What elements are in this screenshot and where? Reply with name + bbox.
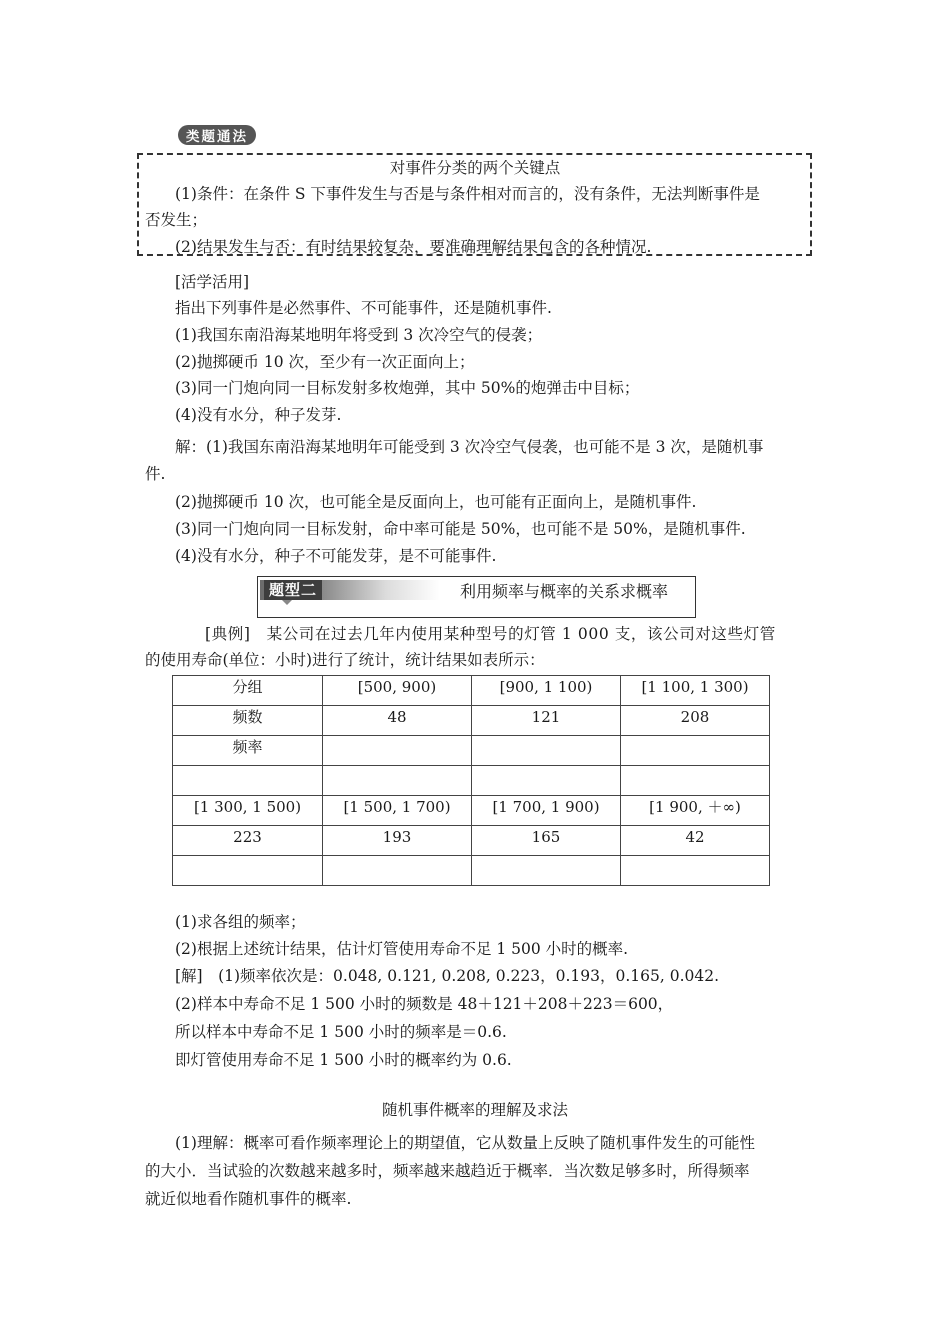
question-item: (1)求各组的频率；	[175, 913, 306, 931]
practice-solution-item: (2)抛掷硬币 10 次，也可能全是反面向上，也可能有正面向上，是随机事件.	[175, 493, 697, 511]
practice-solution-cont: 件.	[145, 465, 166, 483]
table-row	[173, 796, 770, 826]
practice-item: (1)我国东南沿海某地明年将受到 3 次冷空气的侵袭；	[175, 326, 543, 344]
table-row	[173, 736, 770, 766]
solution-line: 即灯管使用寿命不足 1 500 小时的概率约为 0.6.	[175, 1051, 512, 1069]
table-cell: [1 900, ＋∞)	[621, 796, 770, 826]
table-cell: 193	[323, 826, 472, 856]
table-cell: 42	[621, 826, 770, 856]
summary-title: 随机事件概率的理解及求法	[381, 1101, 568, 1119]
lifetime-table	[172, 675, 770, 886]
table-row	[173, 766, 770, 796]
keypoint-1-cont: 否发生；	[145, 211, 208, 229]
table-cell: 频率	[173, 736, 323, 766]
table-cell: 208	[621, 706, 770, 736]
question-type-title: 利用频率与概率的关系求概率	[460, 582, 669, 601]
table-row	[173, 706, 770, 736]
practice-item: (4)没有水分，种子发芽.	[175, 406, 342, 424]
table-cell	[323, 856, 472, 886]
table-cell: [1 500, 1 700)	[323, 796, 472, 826]
keypoint-1: (1)条件：在条件 S 下事件发生与否是与条件相对而言的，没有条件，无法判断事件是	[175, 185, 760, 203]
keypoint-2: (2)结果发生与否：有时结果较复杂，要准确理解结果包含的各种情况.	[175, 238, 652, 256]
table-row	[173, 856, 770, 886]
solution-line: (2)样本中寿命不足 1 500 小时的频数是 48＋121＋208＋223＝600，	[175, 995, 674, 1013]
table-cell: 频数	[173, 706, 323, 736]
practice-item: (3)同一门炮向同一目标发射多枚炮弹，其中 50%的炮弹击中目标；	[175, 379, 640, 397]
table-cell: [1 300, 1 500)	[173, 796, 323, 826]
practice-solution-item: (3)同一门炮向同一目标发射，命中率可能是 50%，也可能不是 50%，是随机事件.	[175, 520, 746, 538]
solution-line: 所以样本中寿命不足 1 500 小时的频率是＝0.6.	[175, 1023, 507, 1041]
summary-text: 的大小．当试验的次数越来越多时，频率越来越趋近于概率．当次数足够多时，所得频率	[145, 1162, 750, 1180]
table-cell	[621, 736, 770, 766]
question-type-label: 题型二	[264, 580, 322, 600]
summary-text: (1)理解：概率可看作频率理论上的期望值，它从数量上反映了随机事件发生的可能性	[175, 1134, 755, 1152]
table-cell	[173, 766, 323, 796]
table-cell	[472, 766, 621, 796]
table-cell	[323, 736, 472, 766]
table-cell	[472, 736, 621, 766]
table-cell: 121	[472, 706, 621, 736]
table-cell: 223	[173, 826, 323, 856]
table-cell: [500, 900)	[323, 676, 472, 706]
table-row	[173, 676, 770, 706]
table-row	[173, 826, 770, 856]
practice-intro: 指出下列事件是必然事件、不可能事件，还是随机事件.	[175, 299, 552, 317]
table-cell	[173, 856, 323, 886]
table-cell: [1 700, 1 900)	[472, 796, 621, 826]
table-cell: 48	[323, 706, 472, 736]
solution-line: [解] (1)频率依次是：0.048, 0.121, 0.208, 0.223，0.193，0.165, 0.042.	[175, 967, 720, 985]
practice-heading: [活学活用]	[175, 273, 250, 291]
table-cell: [900, 1 100)	[472, 676, 621, 706]
table-cell	[472, 856, 621, 886]
example-text-cont: 的使用寿命(单位：小时)进行了统计，统计结果如表所示：	[145, 651, 545, 669]
question-item: (2)根据上述统计结果，估计灯管使用寿命不足 1 500 小时的概率.	[175, 940, 629, 958]
table-cell	[323, 766, 472, 796]
table-cell	[621, 766, 770, 796]
table-cell: 分组	[173, 676, 323, 706]
table-cell: [1 100, 1 300)	[621, 676, 770, 706]
keypoints-title: 对事件分类的两个关键点	[389, 159, 561, 177]
table-cell: 165	[472, 826, 621, 856]
summary-text: 就近似地看作随机事件的概率.	[145, 1190, 352, 1208]
method-badge: 类题通法	[178, 125, 256, 145]
practice-solution: 解：(1)我国东南沿海某地明年可能受到 3 次冷空气侵袭，也可能不是 3 次，是随机事	[175, 438, 764, 456]
practice-solution-item: (4)没有水分，种子不可能发芽，是不可能事件.	[175, 547, 497, 565]
example-text: [典例] 某公司在过去几年内使用某种型号的灯管 1 000 支，该公司对这些灯管	[205, 625, 776, 643]
question-type-tag	[260, 580, 440, 600]
practice-item: (2)抛掷硬币 10 次，至少有一次正面向上；	[175, 353, 475, 371]
tag-pointer-icon	[282, 600, 292, 605]
table-cell	[621, 856, 770, 886]
